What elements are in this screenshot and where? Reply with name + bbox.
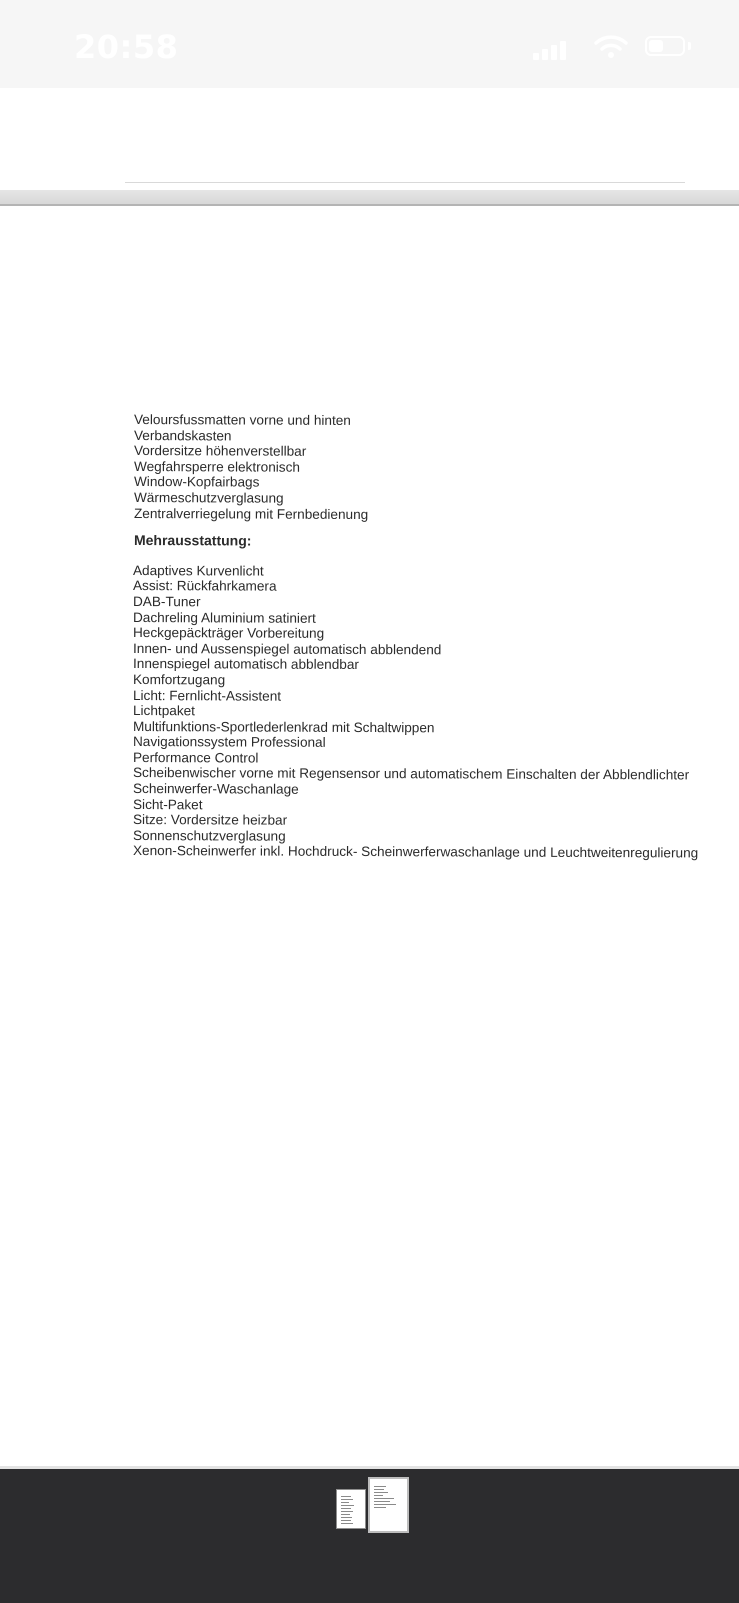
status-time: 20:58 [74, 28, 179, 66]
list-item: Innenspiegel automatisch abblendbar [132, 656, 360, 673]
section-heading: Mehrausstattung: [133, 532, 252, 549]
battery-level [649, 40, 663, 52]
list-item: Wärmeschutzverglasung [133, 489, 284, 506]
list-item: Dachreling Aluminium satiniert [132, 609, 316, 626]
cellular-signal-icon [533, 38, 575, 60]
list-item: Xenon-Scheinwerfer inkl. Hochdruck- Scheinwerferwaschanlage und Leuchtweitenregulierung [132, 843, 699, 861]
list-item: Navigationssystem Professional [132, 734, 326, 751]
document-page-content [134, 412, 729, 859]
list-item: Veloursfussmatten vorne und hinten [133, 412, 351, 428]
page-thumbnail-1[interactable] [336, 1489, 366, 1529]
list-item: Zentralverriegelung mit Fernbedienung [133, 505, 369, 522]
scan-artifact-line [125, 182, 685, 183]
page-thumbnail-2-current[interactable] [368, 1477, 409, 1533]
extra-equipment-list [133, 563, 729, 859]
battery-tip [688, 42, 691, 50]
list-item: Innen- und Aussenspiegel automatisch abblendend [132, 640, 442, 658]
list-item: Performance Control [132, 749, 259, 766]
list-item: Multifunktions-Sportlederlenkrad mit Schaltwippen [132, 718, 435, 736]
list-item: Licht: Fernlicht-Assistent [132, 687, 282, 704]
list-item: Komfortzugang [132, 671, 226, 688]
standard-equipment-list [134, 412, 729, 521]
list-item: Assist: Rückfahrkamera [132, 578, 277, 594]
page-separator [0, 190, 739, 206]
list-item: Sonnenschutzverglasung [132, 827, 286, 844]
previous-page-bottom [0, 88, 739, 190]
page-thumbnail-bar [0, 1466, 739, 1603]
list-item: Window-Kopfairbags [133, 474, 260, 490]
status-icons [533, 34, 713, 60]
list-item: Scheinwerfer-Waschanlage [132, 781, 299, 797]
list-item: Sicht-Paket [132, 796, 203, 812]
list-item: Scheibenwischer vorne mit Regensensor und automatischem Einschalten der Abblendlichter [132, 765, 690, 783]
list-item: Sitze: Vordersitze heizbar [132, 812, 288, 828]
list-item: Heckgepäckträger Vorbereitung [132, 625, 325, 641]
battery-icon [645, 36, 685, 56]
wifi-icon [593, 34, 629, 60]
list-item: DAB-Tuner [132, 593, 201, 610]
list-item: Vordersitze höhenverstellbar [133, 443, 307, 459]
status-bar [0, 0, 739, 88]
list-item: Verbandskasten [133, 427, 232, 444]
list-item: Wegfahrsperre elektronisch [133, 458, 301, 475]
list-item: Lichtpaket [132, 703, 196, 719]
list-item: Adaptives Kurvenlicht [132, 562, 264, 579]
